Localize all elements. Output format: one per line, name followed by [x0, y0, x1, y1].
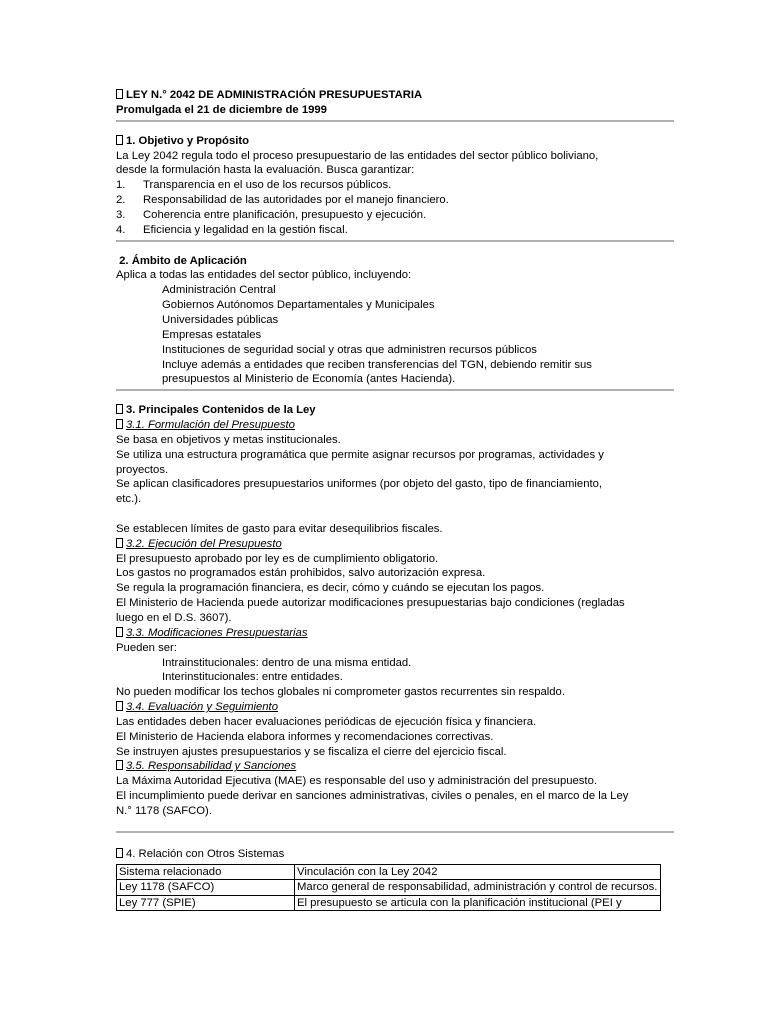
- list-item: Intrainstitucionales: dentro de una misma entidad.: [162, 656, 412, 669]
- subsection-3-1-title: 3.1. Formulación del Presupuesto: [116, 418, 674, 433]
- missing-glyph-icon: [116, 404, 123, 414]
- list-item: Incluye además a entidades que reciben transferencias del TGN, debiendo remitir sus: [162, 358, 592, 371]
- subsection-3-3-title: 3.3. Modificaciones Presupuestarias: [116, 626, 674, 641]
- list-item: Universidades públicas: [162, 313, 279, 326]
- paragraph-line: Se basa en objetivos y metas institucionales.: [116, 433, 341, 446]
- table-header-cell: Sistema relacionado: [117, 864, 295, 880]
- section-2-intro: Aplica a todas las entidades del sector público, incluyendo:: [116, 269, 412, 282]
- missing-glyph-icon: [116, 538, 123, 548]
- document-page: [116, 88, 674, 911]
- paragraph-line: El Ministerio de Hacienda puede autorizar modificaciones presupuestarias bajo condiciones (regladas: [116, 597, 625, 610]
- section-2-heading: 2. Ámbito de Aplicación: [116, 254, 247, 267]
- document-subtitle: Promulgada el 21 de diciembre de 1999: [116, 103, 327, 116]
- paragraph-line: Se regula la programación financiera, es decir, cómo y cuándo se ejecutan los pagos.: [116, 582, 545, 595]
- subsection-3-2-title: 3.2. Ejecución del Presupuesto: [116, 537, 674, 552]
- section-3-heading: 3. Principales Contenidos de la Ley: [116, 403, 674, 418]
- paragraph-line: El presupuesto aprobado por ley es de cumplimiento obligatorio.: [116, 552, 439, 565]
- missing-glyph-icon: [116, 760, 123, 770]
- section-1-intro: desde la formulación hasta la evaluación. Busca garantizar:: [116, 164, 415, 177]
- table-cell: Ley 777 (SPIE): [117, 895, 295, 911]
- numbered-list-item: 3. Coherencia entre planificación, presupuesto y ejecución.: [116, 208, 427, 221]
- paragraph-line: Pueden ser:: [116, 641, 177, 654]
- list-item: Empresas estatales: [162, 328, 262, 341]
- missing-glyph-icon: [116, 419, 123, 429]
- table-header-cell: Vinculación con la Ley 2042: [295, 864, 661, 880]
- section-1-intro: La Ley 2042 regula todo el proceso presupuestario de las entidades del sector público boliviano,: [116, 149, 599, 162]
- paragraph-line: Se utiliza una estructura programática que permite asignar recursos por programas, actividades y: [116, 448, 604, 461]
- table-row: [117, 880, 661, 896]
- table-cell: El presupuesto se articula con la planificación institucional (PEI y: [295, 895, 661, 911]
- numbered-list-item: 1. Transparencia en el uso de los recursos públicos.: [116, 179, 392, 192]
- list-item: Interinstitucionales: entre entidades.: [162, 671, 343, 684]
- table-header-row: [117, 864, 661, 880]
- document-title: LEY N.° 2042 DE ADMINISTRACIÓN PRESUPUESTARIA: [116, 88, 674, 103]
- paragraph-line: Los gastos no programados están prohibidos, salvo autorización expresa.: [116, 567, 486, 580]
- paragraph-line: Las entidades deben hacer evaluaciones periódicas de ejecución física y financiera.: [116, 715, 537, 728]
- subsection-3-5-title: 3.5. Responsabilidad y Sanciones: [116, 759, 674, 774]
- paragraph-line: N.° 1178 (SAFCO).: [116, 804, 212, 817]
- missing-glyph-icon: [116, 135, 123, 145]
- table-row: [117, 895, 661, 911]
- list-item: presupuestos al Ministerio de Economía (antes Hacienda).: [162, 373, 456, 386]
- missing-glyph-icon: [116, 627, 123, 637]
- section-1-heading: 1. Objetivo y Propósito: [116, 134, 674, 149]
- paragraph-line: etc.).: [116, 493, 142, 506]
- list-item: Gobiernos Autónomos Departamentales y Municipales: [162, 299, 435, 312]
- numbered-list-item: 4. Eficiencia y legalidad en la gestión fiscal.: [116, 223, 348, 236]
- missing-glyph-icon: [116, 701, 123, 711]
- list-item: Administración Central: [162, 284, 276, 297]
- paragraph-line: El incumplimiento puede derivar en sanciones administrativas, civiles o penales, en el marco de la Ley: [116, 790, 629, 803]
- paragraph-line: proyectos.: [116, 463, 169, 476]
- paragraph-line: El Ministerio de Hacienda elabora informes y recomendaciones correctivas.: [116, 730, 494, 743]
- paragraph-line: La Máxima Autoridad Ejecutiva (MAE) es responsable del uso y administración del presupuesto.: [116, 775, 597, 788]
- paragraph-line: Se aplican clasificadores presupuestarios uniformes (por objeto del gasto, tipo de financiamiento,: [116, 478, 603, 491]
- relations-table: [116, 864, 661, 912]
- list-item: Instituciones de seguridad social y otras que administren recursos públicos: [162, 343, 537, 356]
- numbered-list-item: 2. Responsabilidad de las autoridades por el manejo financiero.: [116, 194, 449, 207]
- missing-glyph-icon: [116, 848, 123, 858]
- table-cell: Ley 1178 (SAFCO): [117, 880, 295, 896]
- section-4-heading: 4. Relación con Otros Sistemas: [116, 847, 674, 862]
- paragraph-line: Se instruyen ajustes presupuestarios y se fiscaliza el cierre del ejercicio fiscal.: [116, 745, 507, 758]
- paragraph-line: luego en el D.S. 3607).: [116, 612, 232, 624]
- blank-line: [116, 507, 674, 522]
- paragraph-line: No pueden modificar los techos globales ni comprometer gastos recurrentes sin respaldo.: [116, 686, 565, 699]
- paragraph-line: Se establecen límites de gasto para evitar desequilibrios fiscales.: [116, 522, 443, 535]
- subsection-3-4-title: 3.4. Evaluación y Seguimiento: [116, 700, 674, 715]
- missing-glyph-icon: [116, 89, 123, 99]
- table-cell: Marco general de responsabilidad, administración y control de recursos.: [295, 880, 661, 896]
